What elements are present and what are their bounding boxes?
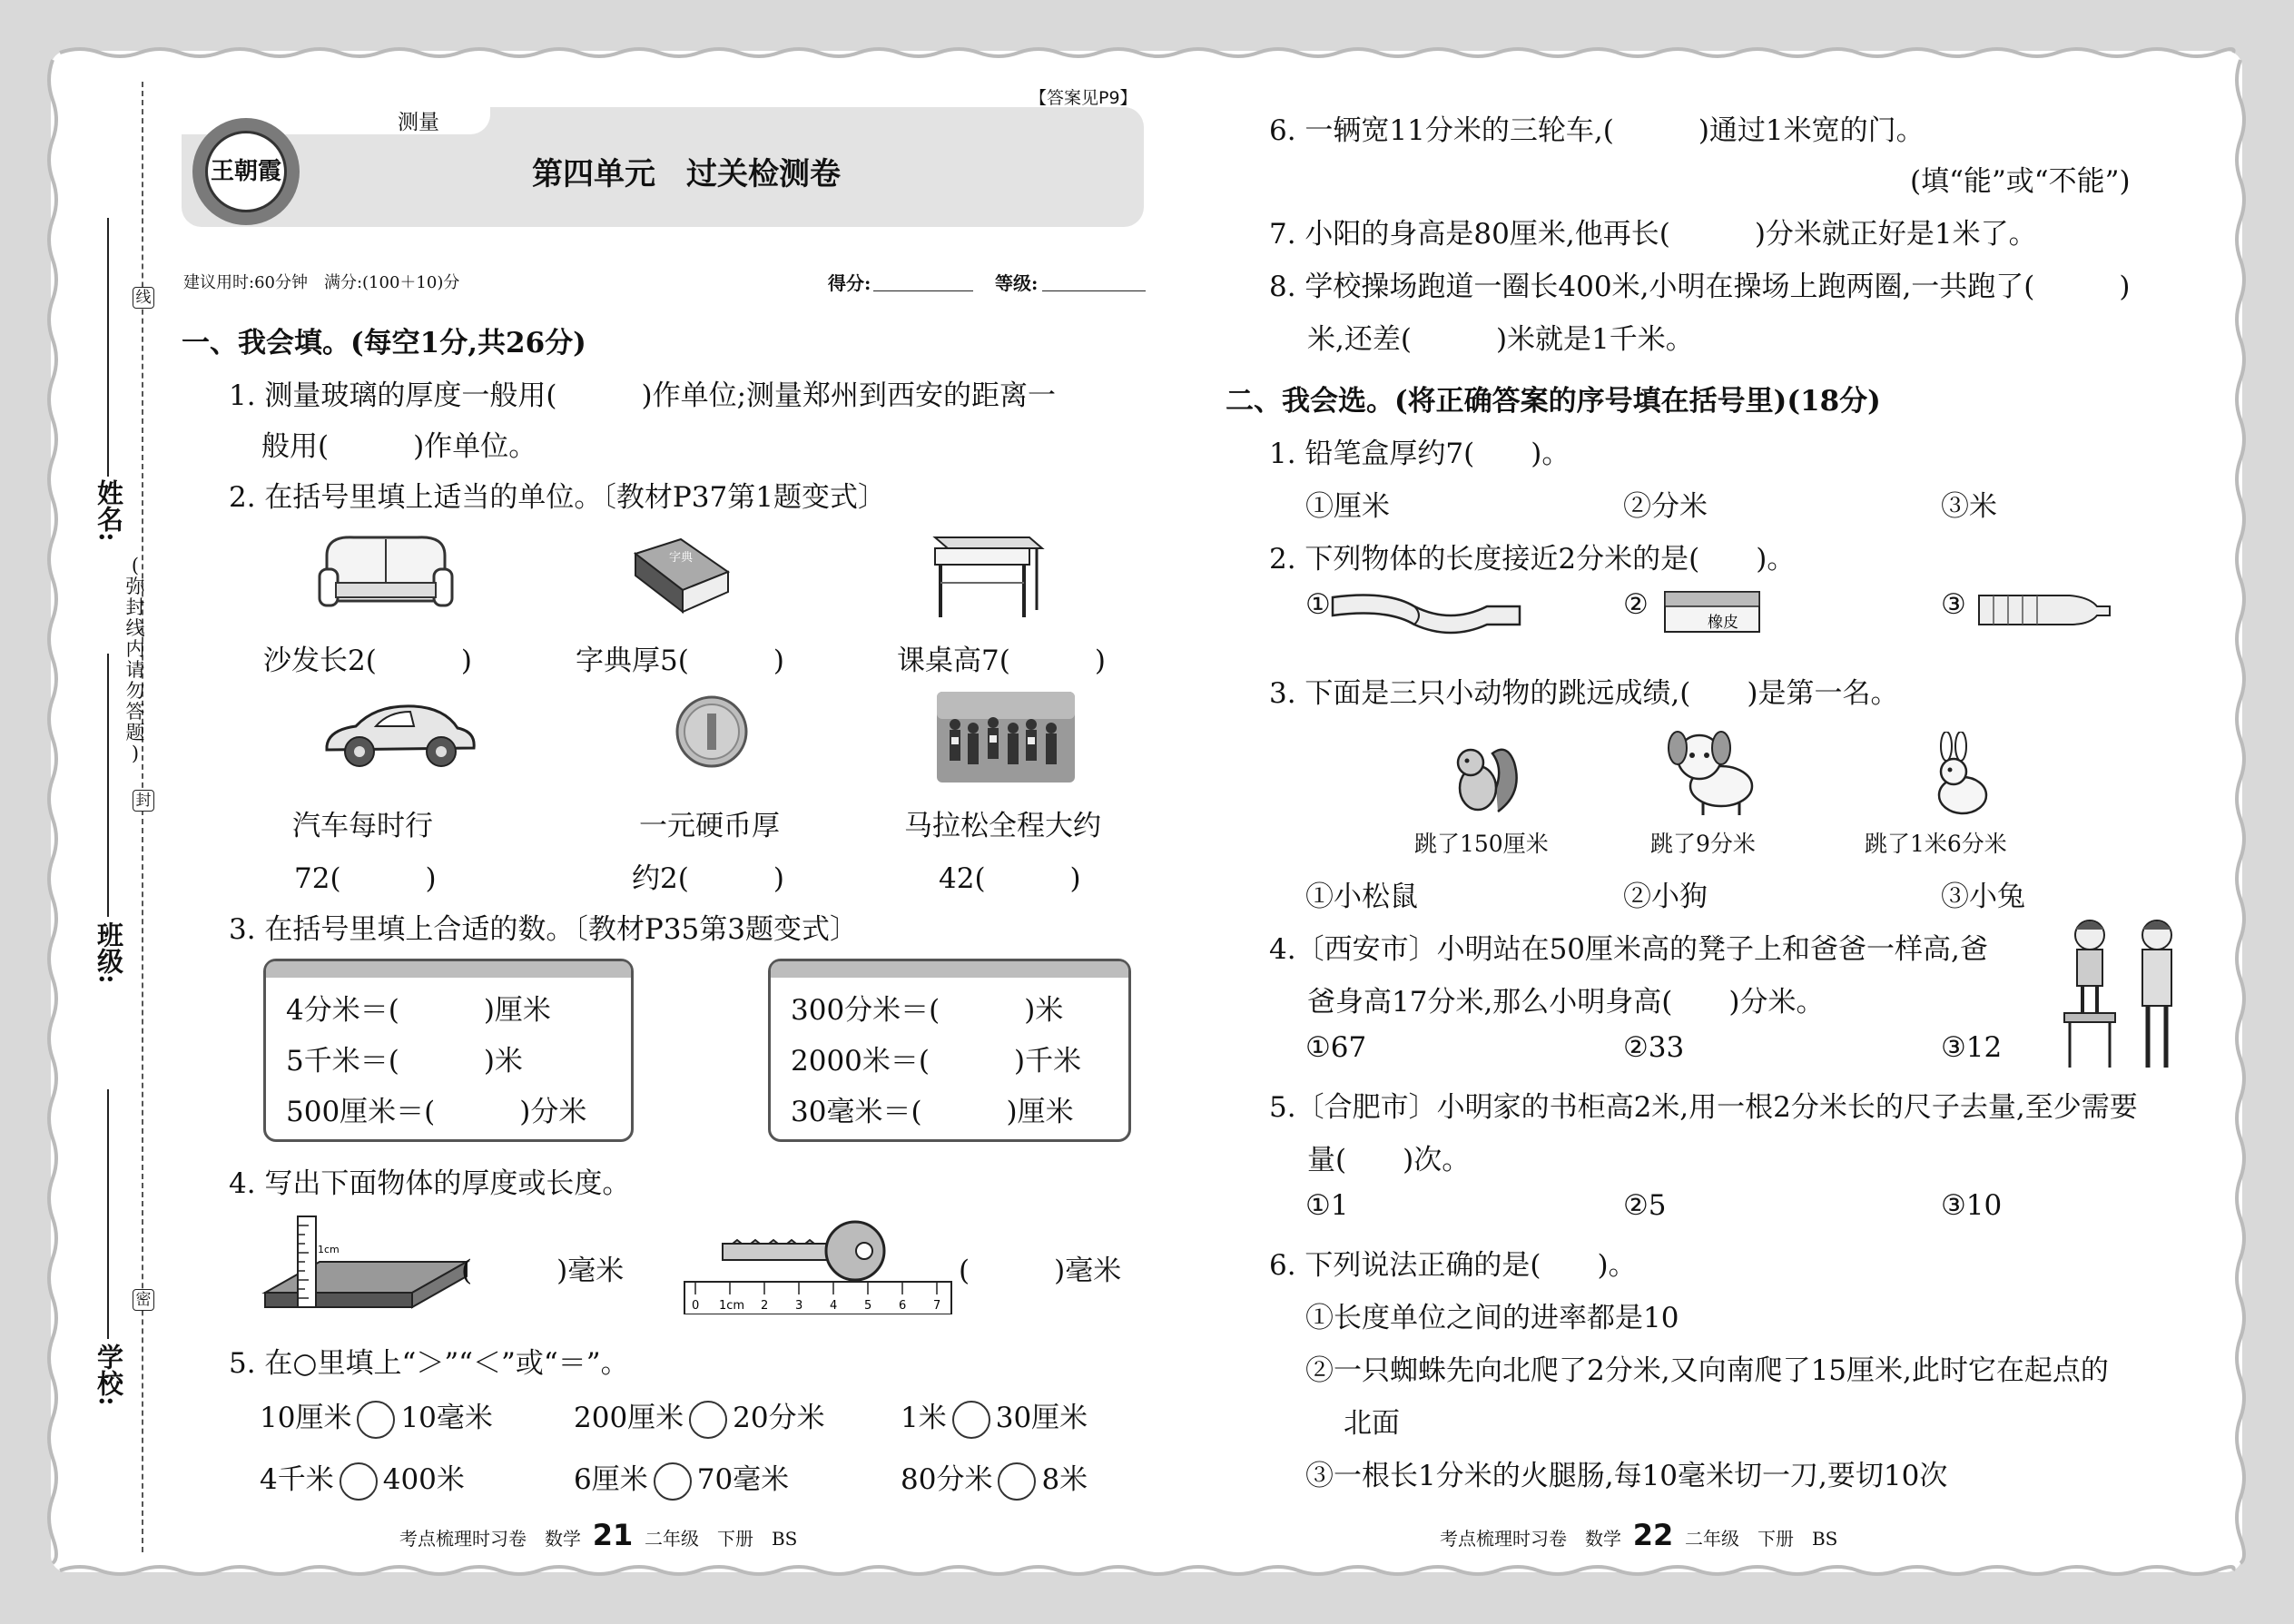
q2-marathon-a: 马拉松全程大约 (904, 810, 1101, 842)
sofa-picture (318, 528, 454, 619)
q2-car-b: 72( ) (294, 862, 437, 895)
q5-row2-c: 80分米 8米 (901, 1456, 1088, 1501)
c3-caption-rabbit: 跳了1米6分米 (1865, 831, 2007, 857)
marathon-picture (937, 692, 1075, 782)
q3-text: 3. 在括号里填上合适的数。〔教材P35第3题变式〕 (229, 913, 858, 946)
c4-option-3: ③12 (1941, 1031, 2003, 1064)
desk-picture (928, 528, 1046, 619)
ruler-tick-0: 0 (692, 1299, 700, 1313)
c4-option-1: ①67 (1305, 1031, 1367, 1064)
q5-row2-b: 6厘米 70毫米 (574, 1456, 789, 1501)
page-title: 第四单元 过关检测卷 (532, 156, 841, 192)
c5-line1: 5.〔合肥市〕小明家的书柜高2米,用一根2分米长的尺子去量,至少需要 (1269, 1091, 2138, 1124)
c6-text: 6. 下列说法正确的是( )。 (1269, 1249, 1637, 1282)
dictionary-cover-label: 字典 (668, 551, 694, 565)
name-field[interactable] (107, 218, 109, 477)
ruler-tick-3: 3 (795, 1299, 803, 1313)
ribbon-picture (1305, 588, 1532, 639)
score-label: 得分: (828, 272, 871, 294)
father-and-son-picture (2057, 913, 2197, 1069)
q2-dictionary: 字典厚5( ) (576, 645, 784, 677)
page-number-right: 22 (1632, 1518, 1674, 1552)
water-bottle-picture (1975, 586, 2121, 632)
ruler-tick-4: 4 (830, 1299, 838, 1313)
c6-statement-2-line2: 北面 (1344, 1407, 1400, 1440)
c1-option-2: ②分米 (1623, 490, 1708, 523)
rabbit-picture (1926, 732, 1999, 815)
q8-line1: 8. 学校操场跑道一圈长400米,小明在操场上跑两圈,一共跑了( ) (1269, 271, 2131, 303)
q2-sofa: 沙发长2( ) (263, 645, 472, 677)
q2-text: 2. 在括号里填上适当的单位。〔教材P37第1题变式〕 (229, 481, 886, 514)
q2-coin-a: 一元硬币厚 (639, 810, 780, 842)
eraser-label: 橡皮 (1708, 614, 1738, 632)
brand-logo: 王朝霞 (192, 118, 300, 225)
compare-circle[interactable] (689, 1401, 727, 1439)
q5-row1-a: 10厘米 10毫米 (260, 1394, 493, 1439)
c1-option-3: ③米 (1941, 490, 1997, 523)
class-label: 班级: (94, 921, 124, 984)
c2-option-3: ③ (1941, 588, 1966, 621)
compare-circle[interactable] (340, 1462, 378, 1501)
q4-blank-1: ( )毫米 (461, 1255, 625, 1287)
c3-caption-squirrel: 跳了150厘米 (1414, 831, 1549, 857)
c2-option-1: ① (1305, 588, 1331, 621)
coin-picture (674, 694, 750, 770)
compare-circle[interactable] (654, 1462, 692, 1501)
footer-left: 考点梳理时习卷 数学 21 二年级 下册 BS (399, 1518, 798, 1552)
c5-line2: 量( )次。 (1307, 1144, 1471, 1176)
c1-text: 1. 铅笔盒厚约7( )。 (1269, 438, 1570, 470)
c3-caption-dog: 跳了9分米 (1650, 831, 1756, 857)
q3-box1-line2: 5千米＝( )米 (286, 1045, 523, 1078)
q6-hint: (填“能”或“不能”) (1910, 165, 2131, 198)
section-2-title: 二、我会选。(将正确答案的序号填在括号里)(18分) (1226, 385, 1881, 418)
compare-circle[interactable] (998, 1462, 1036, 1501)
binding-note: ( 弥 封 线 内 请 勿 答 题 ) (125, 555, 145, 764)
q7-text: 7. 小阳的身高是80厘米,他再长( )分米就正好是1米了。 (1269, 218, 2037, 251)
q2-desk: 课桌高7( ) (897, 645, 1106, 677)
compare-circle[interactable] (952, 1401, 990, 1439)
c5-option-2: ②5 (1623, 1189, 1667, 1222)
binding-mark-xian: 线 (133, 287, 154, 309)
grade-label: 等级: (995, 272, 1039, 294)
page-number-left: 21 (592, 1518, 634, 1552)
key-with-ruler-picture (683, 1207, 955, 1314)
dictionary-picture (626, 536, 735, 617)
q5-row2-a: 4千米 400米 (260, 1456, 465, 1501)
c5-option-1: ①1 (1305, 1189, 1349, 1222)
c4-line2: 爸身高17分米,那么小明身高( )分米。 (1307, 986, 1825, 1019)
q4-blank-2: ( )毫米 (959, 1255, 1122, 1287)
c6-statement-3: ③一根长1分米的火腿肠,每10毫米切一刀,要切10次 (1305, 1460, 1948, 1492)
squirrel-picture (1443, 739, 1525, 815)
c3-option-3: ③小兔 (1941, 881, 2025, 913)
c6-statement-2-line1: ②一只蜘蛛先向北爬了2分米,又向南爬了15厘米,此时它在起点的 (1305, 1354, 2109, 1387)
q2-coin-b: 约2( ) (632, 862, 784, 895)
c4-option-2: ②33 (1623, 1031, 1685, 1064)
ruler-tick-7: 7 (933, 1299, 941, 1313)
q5-text: 5. 在○里填上“＞”“＜”或“＝”。 (229, 1347, 629, 1380)
c2-option-2: ② (1623, 588, 1649, 621)
time-info: 建议用时:60分钟 满分:(100＋10)分 (183, 273, 460, 292)
q6-text: 6. 一辆宽11分米的三轮车,( )通过1米宽的门。 (1269, 114, 1925, 147)
q1-line1: 1. 测量玻璃的厚度一般用( )作单位;测量郑州到西安的距离一 (229, 379, 1057, 412)
grade-field[interactable] (1042, 290, 1146, 291)
ruler-tick-1: 1cm (719, 1299, 745, 1313)
q3-box2-line2: 2000米＝( )千米 (791, 1045, 1082, 1078)
q4-text: 4. 写出下面物体的厚度或长度。 (229, 1167, 631, 1200)
c2-text: 2. 下列物体的长度接近2分米的是( )。 (1269, 543, 1796, 576)
c3-text: 3. 下面是三只小动物的跳远成绩,( )是第一名。 (1269, 677, 1899, 710)
q5-row1-c: 1米 30厘米 (901, 1394, 1088, 1439)
q3-box1-line1: 4分米＝( )厘米 (286, 994, 551, 1027)
c3-option-1: ①小松鼠 (1305, 881, 1418, 913)
dog-picture (1658, 726, 1767, 817)
ruler-small-label: 1cm (318, 1244, 340, 1255)
q5-row1-b: 200厘米 20分米 (574, 1394, 825, 1439)
ruler-tick-5: 5 (864, 1299, 872, 1313)
c6-statement-1: ①长度单位之间的进率都是10 (1305, 1302, 1679, 1334)
ruler-tick-2: 2 (761, 1299, 769, 1313)
car-picture (320, 699, 479, 772)
eraser-picture (1661, 586, 1763, 635)
answer-reference: 【答案见P9】 (1029, 88, 1137, 108)
q3-box1-line3: 500厘米＝( )分米 (286, 1096, 587, 1128)
binding-mark-feng: 封 (133, 790, 154, 812)
footer-right: 考点梳理时习卷 数学 22 二年级 下册 BS (1440, 1518, 1838, 1552)
subject-tab: 测量 (398, 111, 439, 134)
q3-box-1 (263, 959, 634, 1142)
q2-car-a: 汽车每时行 (292, 810, 433, 842)
name-label: 姓名: (94, 479, 124, 542)
c3-option-2: ②小狗 (1623, 881, 1708, 913)
q3-box-2 (768, 959, 1131, 1142)
q3-box2-line1: 300分米＝( )米 (791, 994, 1064, 1027)
q8-line2: 米,还差( )米就是1千米。 (1307, 323, 1694, 356)
c4-line1: 4.〔西安市〕小明站在50厘米高的凳子上和爸爸一样高,爸 (1269, 933, 1988, 966)
c1-option-1: ①厘米 (1305, 490, 1390, 523)
binding-mark-mi: 密 (133, 1289, 154, 1311)
q2-marathon-b: 42( ) (939, 862, 1081, 895)
school-field[interactable] (107, 1089, 109, 1339)
c5-option-3: ③10 (1941, 1189, 2003, 1222)
ruler-tick-6: 6 (899, 1299, 907, 1313)
section-1-title: 一、我会填。(每空1分,共26分) (182, 327, 586, 359)
score-field[interactable] (873, 290, 973, 291)
board-with-ruler-picture (261, 1213, 470, 1313)
compare-circle[interactable] (357, 1401, 395, 1439)
q1-line2: 般用( )作单位。 (261, 430, 537, 463)
q3-box2-line3: 30毫米＝( )厘米 (791, 1096, 1074, 1128)
school-label: 学校: (94, 1343, 124, 1406)
class-field[interactable] (107, 654, 109, 917)
